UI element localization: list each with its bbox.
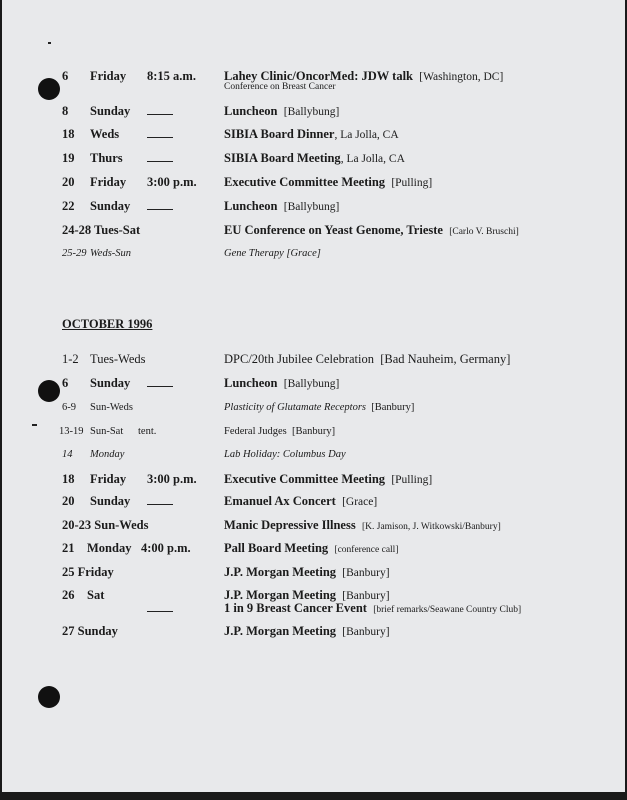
schedule-row — [2, 493, 627, 509]
event-title: Manic Depressive Illness — [224, 518, 356, 532]
day: Tues-Weds — [90, 352, 146, 366]
document-page — [2, 0, 625, 792]
day: Sunday — [90, 104, 131, 118]
event-note: [Banbury] — [291, 426, 336, 437]
day: Monday — [90, 449, 125, 460]
event-title: Federal Judges — [224, 426, 287, 437]
date: 18 — [62, 472, 75, 486]
event-note: , La Jolla, CA — [340, 153, 405, 165]
date: 22 — [62, 199, 75, 213]
day: Sunday — [90, 376, 131, 390]
event-title: SIBIA Board Meeting — [224, 151, 341, 165]
event-title: Pall Board Meeting — [224, 541, 329, 555]
month-heading: OCTOBER 1996 — [62, 317, 153, 331]
date: 25 Friday — [62, 565, 114, 579]
day: Friday — [90, 472, 127, 486]
event-title: Lahey Clinic/OncorMed: JDW talk — [224, 69, 414, 83]
time: 3:00 p.m. — [147, 472, 197, 486]
time-blank — [147, 103, 173, 115]
time-blank — [147, 493, 173, 505]
event-title: SIBIA Board Dinner — [224, 127, 335, 141]
event-note: [Ballybung] — [283, 106, 340, 118]
day: Friday — [90, 69, 127, 83]
event-note: [Banbury] — [342, 626, 390, 638]
event-title: Emanuel Ax Concert — [224, 494, 336, 508]
date: 8 — [62, 104, 69, 118]
event-title: EU Conference on Yeast Genome, Trieste — [224, 223, 443, 237]
day: Monday — [87, 541, 132, 555]
date: 25-29 — [62, 248, 87, 259]
date: 6-9 — [62, 402, 76, 413]
date: 21 — [62, 541, 75, 555]
punch-hole — [38, 686, 60, 708]
day: Thurs — [90, 151, 123, 165]
time: 3:00 p.m. — [147, 175, 197, 189]
schedule-row — [2, 471, 627, 487]
day: Sunday — [90, 494, 131, 508]
tentative-label: tent. — [138, 426, 157, 437]
time: 4:00 p.m. — [141, 541, 191, 555]
event-note: [Banbury] — [342, 567, 390, 579]
schedule-row — [2, 400, 627, 416]
event-title: Luncheon — [224, 104, 278, 118]
time-blank — [147, 198, 173, 210]
date: 26 — [62, 588, 75, 602]
event-title: Luncheon — [224, 199, 278, 213]
day: Sun-Weds — [90, 402, 133, 413]
schedule-row — [2, 600, 627, 616]
date: 27 Sunday — [62, 624, 118, 638]
time-blank — [147, 375, 173, 387]
schedule-row — [2, 150, 627, 166]
date: 20-23 Sun-Weds — [62, 518, 149, 532]
date: 6 — [62, 376, 69, 390]
event-note: [Pulling] — [391, 177, 433, 189]
date: 18 — [62, 127, 75, 141]
event-title: J.P. Morgan Meeting — [224, 624, 337, 638]
event-note: [Grace] — [342, 496, 378, 508]
day: Friday — [90, 175, 127, 189]
event-title: DPC/20th Jubilee Celebration — [224, 352, 374, 366]
event-note: [Ballybung] — [283, 201, 340, 213]
schedule-row — [2, 623, 627, 639]
event-note: [Ballybung] — [283, 378, 340, 390]
day: Weds-Sun — [90, 248, 132, 259]
schedule-row — [2, 540, 627, 556]
event-title: Executive Committee Meeting — [224, 175, 386, 189]
schedule-row — [2, 517, 627, 533]
schedule-row — [2, 351, 627, 367]
event-title: Executive Committee Meeting — [224, 472, 386, 486]
schedule-row — [2, 246, 627, 262]
date: 20 — [62, 494, 75, 508]
event-note: [Bad Nauheim, Germany] — [380, 352, 511, 366]
event-title: J.P. Morgan Meeting — [224, 588, 337, 602]
date: 24-28 Tues-Sat — [62, 223, 141, 237]
speck — [48, 42, 51, 44]
event-note: [Carlo V. Bruschi] — [449, 227, 519, 237]
time-blank — [147, 150, 173, 162]
date: 20 — [62, 175, 75, 189]
schedule-row — [2, 198, 627, 214]
schedule-row — [2, 103, 627, 119]
day: Sun-Sat — [90, 426, 124, 437]
event-note: [Banbury] — [342, 590, 390, 602]
schedule-row — [2, 564, 627, 580]
time-blank — [147, 600, 173, 612]
day: Weds — [90, 127, 120, 141]
event-title: 1 in 9 Breast Cancer Event — [224, 601, 367, 615]
date: 19 — [62, 151, 75, 165]
event-note: , La Jolla, CA — [334, 129, 399, 141]
date: 13-19 — [59, 426, 84, 437]
schedule-row — [2, 126, 627, 142]
event-note: [Pulling] — [391, 474, 433, 486]
schedule-row — [2, 447, 627, 463]
event-title: J.P. Morgan Meeting — [224, 565, 337, 579]
event-note: [K. Jamison, J. Witkowski/Banbury] — [361, 522, 501, 532]
date: 6 — [62, 69, 69, 83]
time: 8:15 a.m. — [147, 69, 196, 83]
schedule-row — [2, 424, 627, 440]
event-note: [Washington, DC] — [419, 71, 504, 83]
schedule-row — [2, 375, 627, 391]
event-subtitle: Conference on Breast Cancer — [224, 82, 336, 92]
date: 14 — [62, 449, 73, 460]
day: Sunday — [90, 199, 131, 213]
event-title: Luncheon — [224, 376, 278, 390]
schedule-row — [2, 174, 627, 190]
event-note: [Banbury] — [371, 402, 415, 413]
time-blank — [147, 126, 173, 138]
schedule-row — [2, 222, 627, 238]
event-title: Lab Holiday: Columbus Day — [224, 449, 346, 460]
event-note: [brief remarks/Seawane Country Club] — [373, 605, 522, 615]
day: Sat — [87, 588, 105, 602]
date: 1-2 — [62, 352, 79, 366]
event-title: Plasticity of Glutamate Receptors — [224, 402, 367, 413]
event-title: Gene Therapy [Grace] — [224, 248, 321, 259]
event-note: [conference call] — [334, 545, 399, 555]
